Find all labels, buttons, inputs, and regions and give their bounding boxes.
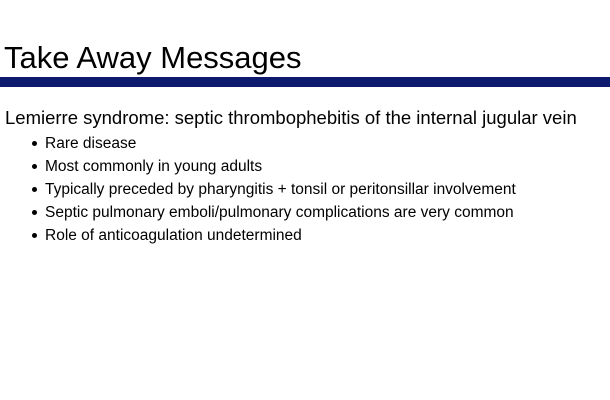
bullet-dot-icon: [32, 233, 37, 238]
bullet-text: Typically preceded by pharyngitis + tonsil or peritonsillar involvement: [45, 181, 516, 198]
bullet-text: Role of anticoagulation undetermined: [45, 227, 302, 244]
slide-body: [5, 106, 608, 247]
slide-title: Take Away Messages: [4, 40, 302, 75]
bullet-dot-icon: [32, 164, 37, 169]
bullet-text: Rare disease: [45, 135, 137, 152]
bullet-text: Most commonly in young adults: [45, 158, 263, 175]
bullet-item: [32, 132, 608, 155]
bullet-dot-icon: [32, 187, 37, 192]
bullet-item: [32, 201, 608, 224]
bullet-dot-icon: [32, 141, 37, 146]
title-underline-bar: [0, 77, 610, 87]
bullet-list: [5, 132, 608, 247]
main-statement: Lemierre syndrome: septic thrombophebitis of the internal jugular vein: [5, 107, 577, 128]
bullet-item: [32, 224, 608, 247]
bullet-item: [32, 155, 608, 178]
bullet-dot-icon: [32, 210, 37, 215]
bullet-item: [32, 178, 608, 201]
bullet-text: Septic pulmonary emboli/pulmonary complications are very common: [45, 204, 514, 221]
